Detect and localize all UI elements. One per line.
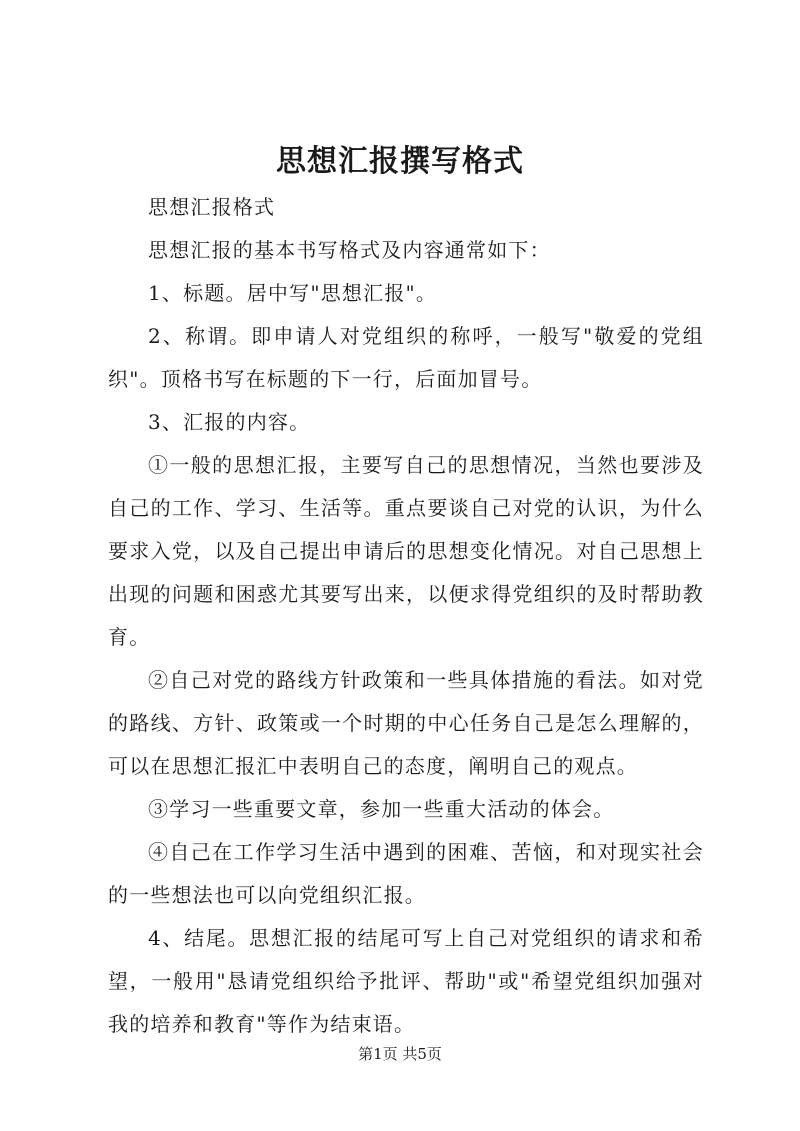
paragraph-heading: 思想汇报格式 xyxy=(148,195,276,219)
paragraph-ending-rule: 4、结尾。思想汇报的结尾可写上自己对党组织的请求和希望，一般用"恳请党组织给予批评、帮助"或"希望党组织加强对我的培养和教育"等作为结束语。 xyxy=(108,926,704,1036)
paragraph-content-item-3: ③学习一些重要文章，参加一些重大活动的体会。 xyxy=(148,797,615,821)
paragraph-content-rule: 3、汇报的内容。 xyxy=(148,410,311,434)
paragraph-content-item-1: ①一般的思想汇报，主要写自己的思想情况，当然也要涉及自己的工作、学习、生活等。重点要谈自己对党的认识，为什么要求入党，以及自己提出申请后的思想变化情况。对自己思想上出现的问题和困惑尤其要写出来，以便求得党组织的及时帮助教育。 xyxy=(108,453,704,649)
page-number: 第1页 共5页 xyxy=(358,1045,442,1063)
paragraph-content-item-2: ②自己对党的路线方针政策和一些具体措施的看法。如对党的路线、方针、政策或一个时期的中心任务自己是怎么理解的，可以在思想汇报汇中表明自己的态度，阐明自己的观点。 xyxy=(108,668,704,778)
paragraph-title-rule: 1、标题。居中写"思想汇报"。 xyxy=(148,281,438,305)
document-title: 思想汇报撰写格式 xyxy=(276,144,524,179)
paragraph-content-item-4: ④自己在工作学习生活中遇到的困难、苦恼，和对现实社会的一些想法也可以向党组织汇报。 xyxy=(108,840,704,907)
paragraph-salutation-rule: 2、称谓。即申请人对党组织的称呼，一般写"敬爱的党组织"。顶格书写在标题的下一行，后面加冒号。 xyxy=(108,324,704,391)
document-body xyxy=(108,186,704,1046)
paragraph-intro: 思想汇报的基本书写格式及内容通常如下： xyxy=(148,238,551,262)
